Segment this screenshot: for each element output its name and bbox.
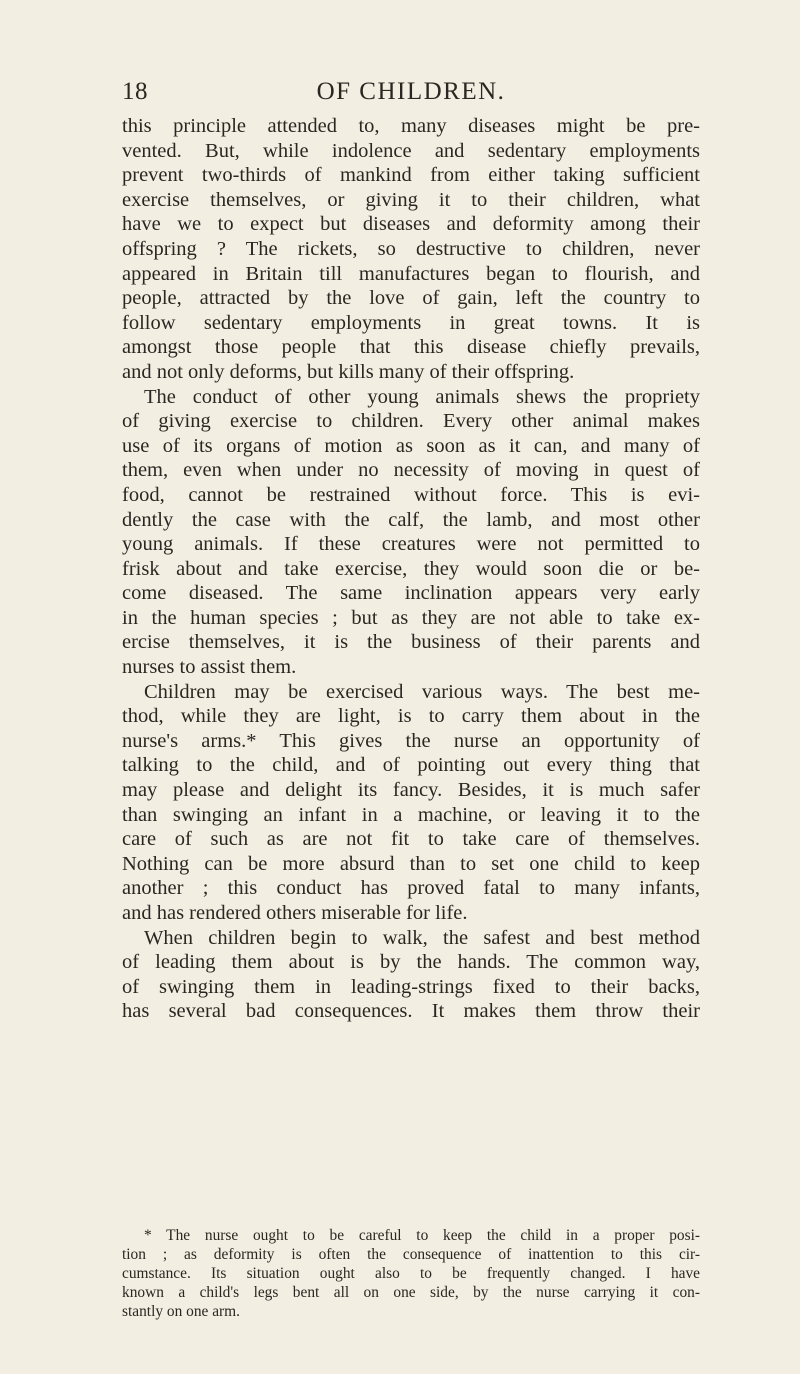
text-line: vented. But, while indolence and sedentary employments [122, 139, 700, 162]
running-title: OF CHILDREN. [316, 78, 506, 105]
text-line: young animals. If these creatures were not permitted to [122, 533, 700, 556]
text-line: amongst those people that this disease chiefly prevails, [122, 336, 700, 359]
text-line: and not only deforms, but kills many of their offspring. [122, 360, 575, 383]
text-line: may please and delight its fancy. Besides, it is much safer [122, 779, 700, 802]
text-line: and has rendered others miserable for life. [122, 902, 468, 924]
text-line: The conduct of other young animals shews the propriety [144, 385, 700, 408]
text-line: dently the case with the calf, the lamb, and most other [122, 508, 700, 531]
text-line: of swinging them in leading-strings fixed to their backs, [122, 975, 700, 998]
text-line: frisk about and take exercise, they would soon die or be- [122, 557, 700, 580]
text-line: than swinging an infant in a machine, or leaving it to the [122, 803, 700, 826]
text-line: When children begin to walk, the safest and best method [144, 926, 700, 949]
text-line: follow sedentary employments in great towns. It is [122, 311, 700, 334]
text-line: Children may be exercised various ways. The best me- [144, 680, 700, 703]
text-line: nurse's arms.* This gives the nurse an opportunity of [122, 729, 700, 752]
text-line: of giving exercise to children. Every other animal makes [122, 410, 700, 433]
footnote [122, 1226, 700, 1321]
text-line: come diseased. The same inclination appears very early [122, 582, 700, 605]
text-line: another ; this conduct has proved fatal to many infants, [122, 877, 700, 900]
footnote-line: * The nurse ought to be careful to keep the child in a proper posi- [144, 1227, 700, 1244]
text-line: have we to expect but diseases and deformity among their [122, 213, 700, 236]
text-line: in the human species ; but as they are not able to take ex- [122, 606, 700, 629]
footnote-line: tion ; as deformity is often the consequence of inattention to this cir- [122, 1246, 700, 1263]
text-line: this principle attended to, many diseases might be pre- [122, 115, 700, 137]
running-head [122, 78, 700, 108]
footnote-line: stantly on one arm. [122, 1303, 240, 1320]
text-line: talking to the child, and of pointing out every thing that [122, 754, 700, 777]
text-line: exercise themselves, or giving it to their children, what [122, 188, 700, 211]
text-line: nurses to assist them. [122, 656, 297, 679]
text-line: ercise themselves, it is the business of their parents and [122, 631, 700, 654]
text-line: Nothing can be more absurd than to set one child to keep [122, 852, 700, 875]
page-number: 18 [122, 78, 148, 105]
footnote-line: known a child's legs bent all on one side, by the nurse carrying it con- [122, 1284, 700, 1301]
text-line: offspring ? The rickets, so destructive to children, never [122, 237, 700, 260]
text-line: prevent two-thirds of mankind from either taking sufficient [122, 164, 700, 187]
footnote-line: cumstance. Its situation ought also to be frequently changed. I have [122, 1265, 700, 1282]
text-line: food, cannot be restrained without force. This is evi- [122, 483, 700, 506]
text-line: of leading them about is by the hands. The common way, [122, 951, 700, 974]
text-line: care of such as are not fit to take care of themselves. [122, 828, 700, 851]
text-line: use of its organs of motion as soon as it can, and many of [122, 434, 700, 457]
text-line: has several bad consequences. It makes them throw their [122, 1000, 700, 1023]
text-line: thod, while they are light, is to carry them about in the [122, 705, 700, 728]
text-line: them, even when under no necessity of moving in quest of [122, 459, 700, 482]
body-text [122, 114, 700, 1024]
text-line: people, attracted by the love of gain, left the country to [122, 287, 700, 310]
text-line: appeared in Britain till manufactures began to flourish, and [122, 262, 700, 285]
